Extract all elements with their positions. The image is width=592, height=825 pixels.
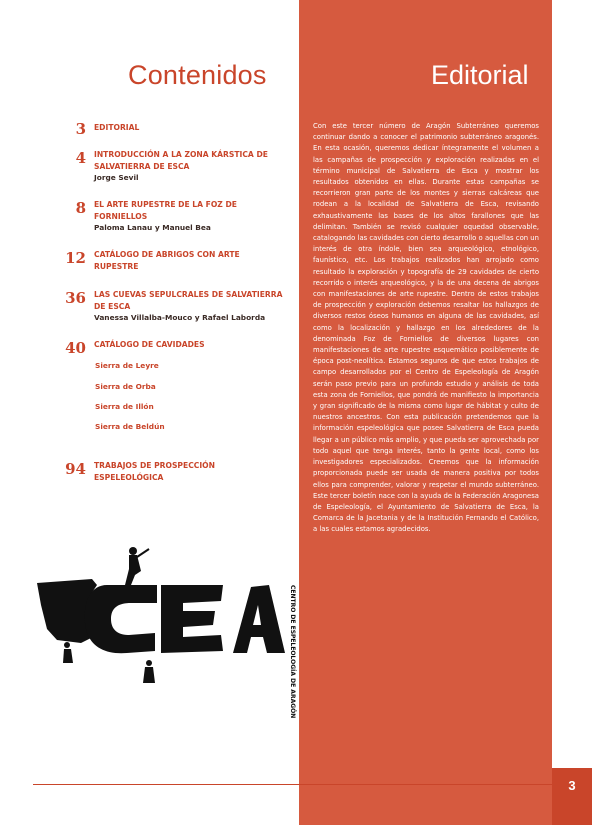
toc-page-number: 4 bbox=[75, 149, 86, 167]
editorial-heading: Editorial bbox=[431, 60, 529, 90]
toc-title: LAS CUEVAS SEPULCRALES DE SALVATIERRA DE ESCA bbox=[94, 290, 283, 311]
toc-page-number: 12 bbox=[65, 249, 86, 267]
climber-head bbox=[129, 547, 137, 555]
figure-body bbox=[143, 667, 155, 683]
contents-heading: Contenidos bbox=[128, 60, 267, 90]
toc-author: Jorge Sevil bbox=[94, 173, 139, 182]
cea-logo-mark bbox=[37, 547, 285, 683]
climber-arm bbox=[137, 549, 149, 557]
figure-body bbox=[63, 649, 73, 663]
toc-title: CATÁLOGO DE ABRIGOS CON ARTE RUPESTRE bbox=[94, 250, 240, 271]
toc-author: Vanessa Villalba-Mouco y Rafael Laborda bbox=[94, 313, 266, 322]
toc-subsection-orba[interactable]: Sierra de Orba bbox=[95, 382, 156, 391]
toc-page-number: 3 bbox=[75, 120, 86, 138]
letter-e-shape bbox=[161, 585, 223, 653]
letter-c-shape bbox=[85, 585, 157, 653]
letter-a-shape bbox=[233, 585, 285, 653]
figure-head bbox=[64, 642, 70, 648]
toc-title: INTRODUCCIÓN A LA ZONA KÁRSTICA DE SALVATIERRA DE ESCA bbox=[94, 150, 268, 171]
cea-logo bbox=[37, 545, 296, 719]
toc-page-number: 36 bbox=[65, 289, 86, 307]
page-number: 3 bbox=[568, 778, 576, 793]
footer-rule bbox=[33, 784, 552, 785]
toc-title: TRABAJOS DE PROSPECCIÓN ESPELEOLÓGICA bbox=[94, 461, 215, 482]
toc-subsection-illon[interactable]: Sierra de Illón bbox=[95, 402, 154, 411]
toc-subsection-beldun[interactable]: Sierra de Beldún bbox=[95, 422, 165, 431]
logo-side-text: CENTRO DE ESPELEOLOGÍA DE ARAGÓN bbox=[289, 585, 296, 719]
toc-author: Paloma Lanau y Manuel Bea bbox=[94, 223, 211, 232]
toc-page-number: 94 bbox=[65, 460, 86, 478]
toc-title: EDITORIAL bbox=[94, 123, 140, 132]
toc-page-number: 40 bbox=[65, 339, 86, 357]
editorial-body: Con este tercer número de Aragón Subterráneo queremos continuar dando a conocer el patrimonio subterráneo aragonés. En esta ocasión, queremos dedicar íntegramente el volumen a las campañas de prospección y exploración realizadas en el término municipal de Salvatierra de Esca y mostrar los resultados obtenidos en ellas. Durante estas campañas se recorrieron gran parte de los montes y sierras calcáreas que rodean a la localidad de Salvatierra de Esca, revisando exhaustivamente las bases de los altos farallones que las delimitan. También se revisó cualquier oquedad observable, catalogando las cavidades con cierto desarrollo o aquellas con un interés de otra índole, bien sea arqueológico, etnológico, faunístico, etc. Los trabajos realizados han arrojado como resultado la exploración y topografía de 29 cavidades de cierto recorrido o interés arqueológico, y la de una decena de abrigos con manifestaciones de arte rupestre. Dentro de estos trabajos de prospección y exploración debemos resaltar los hallazgos de diversos restos óseos humanos en alguna de las cavidades, así como la localización y hallazgo en los alrededores de la denominada Foz de Forniellos de diversos lugares con manifestaciones de arte rupestre esquemático posiblemente de época post-neolítica. Estamos seguros de que estos trabajos de campo desarrollados por el Centro de Espeleología de Aragón serán paso previo para un profundo estudio y análisis de toda esta zona de Forniellos, que pondrá de manifiesto la importancia y gran significado de la misma como lugar de hábitat y culto de nuestros ancestros. Con esta publicación pretendemos que la información espeleológica que posee Salvatierra de Esca pueda llegar a un público más amplio, y que pueda ser aprovechada por todo aquel que tenga interés, tanto la gente local, como los investigadores especializados. Creemos que la información proporcionada puede ser usada de manera positiva por todos ellos para comprender, valorar y respetar el mundo subterráneo. Este tercer boletín nace con la ayuda de la Federación Aragonesa de Espeleología, el Ayuntamiento de Salvatierra de Esca, la Comarca de la Jacetania y de la Institución Fernando el Católico, a las cuales estamos agradecidos. bbox=[313, 122, 539, 534]
toc-page-number: 8 bbox=[75, 199, 86, 217]
toc-title: CATÁLOGO DE CAVIDADES bbox=[94, 340, 205, 349]
toc-title: EL ARTE RUPESTRE DE LA FOZ DE FORNIELLOS bbox=[94, 200, 237, 221]
climber-body bbox=[125, 555, 141, 585]
figure-head bbox=[146, 660, 152, 666]
toc-subsection-leyre[interactable]: Sierra de Leyre bbox=[95, 361, 159, 370]
page-number-box bbox=[552, 768, 592, 825]
